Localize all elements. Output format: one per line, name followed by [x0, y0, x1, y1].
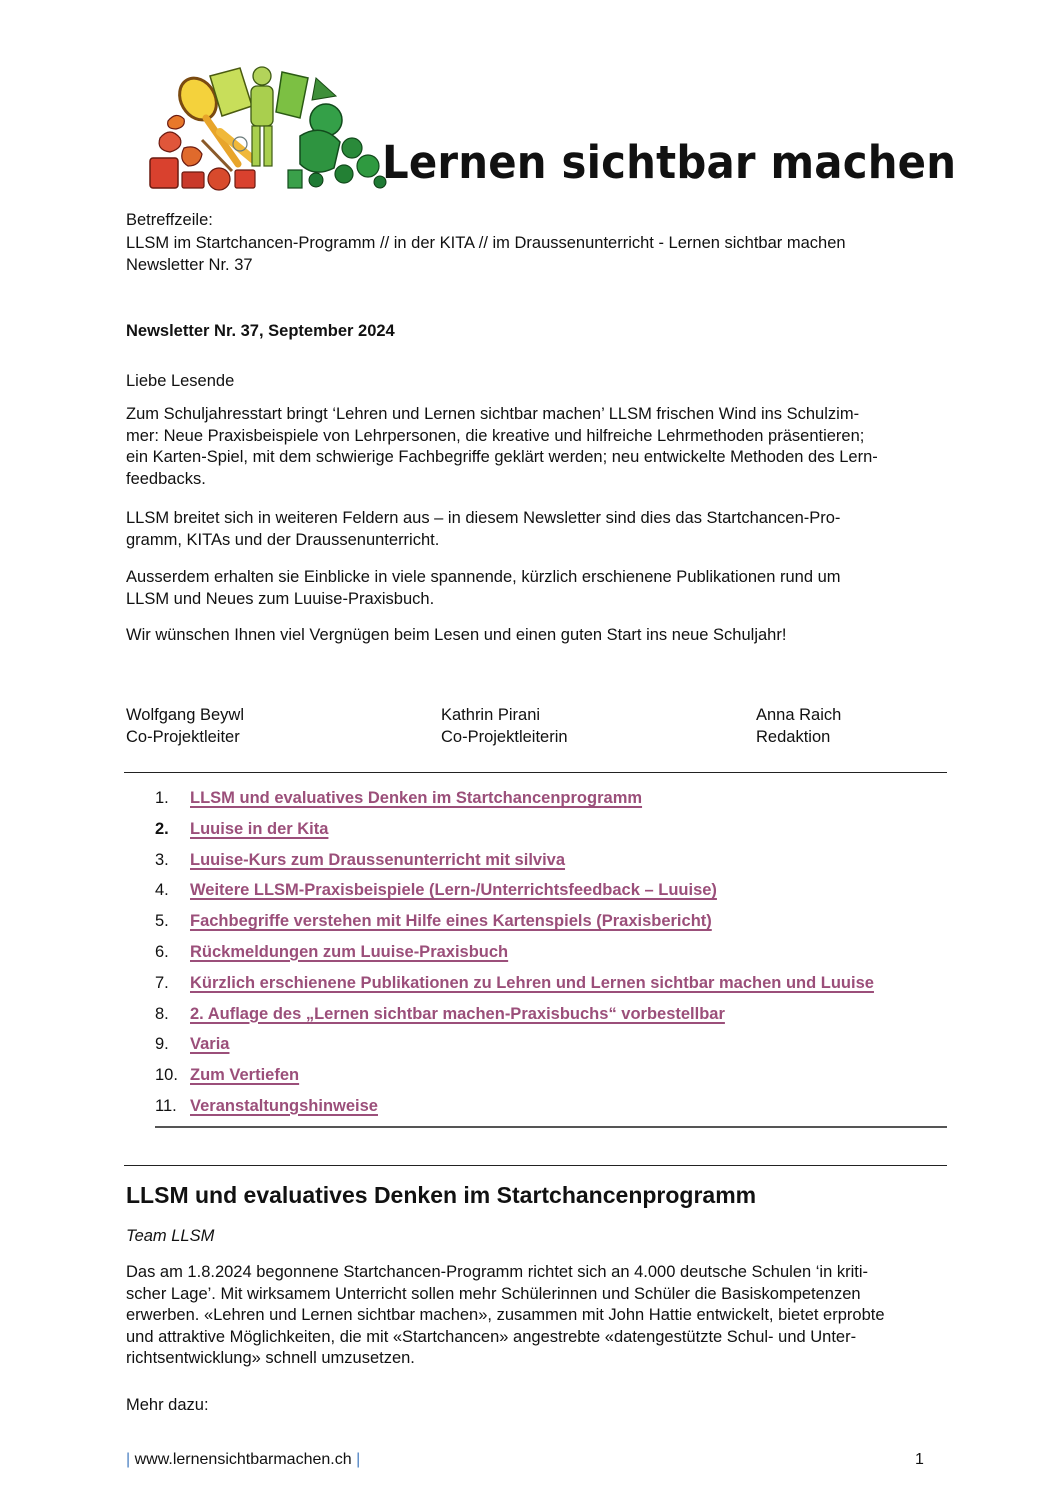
toc-number: 9. [155, 1035, 169, 1054]
divider [124, 772, 947, 773]
text-line: LLSM und Neues zum Luuise-Praxisbuch. [126, 589, 435, 608]
toc-number: 8. [155, 1004, 169, 1023]
toc-number: 1. [155, 789, 169, 807]
page-number: 1 [915, 1451, 924, 1468]
footer [126, 1449, 360, 1471]
subject-label: Betreffzeile: [126, 211, 213, 229]
text-line: ein Karten-Spiel, mit dem schwierige Fachbegriffe geklärt werden; neu entwickelte Methoden des Lern- [126, 448, 878, 466]
toc-link[interactable]: Luuise-Kurs zum Draussenunterricht mit silviva [190, 850, 566, 869]
toc-item [155, 1003, 874, 1034]
toc-link[interactable]: Weitere LLSM-Praxisbeispiele (Lern-/Unterrichtsfeedback – Luuise) [190, 881, 717, 900]
toc-item [155, 941, 874, 972]
text-line: LLSM breitet sich in weiteren Feldern aus – in diesem Newsletter sind dies das Startchancen-Pro- [126, 509, 841, 527]
signature-1 [126, 704, 244, 748]
text-line: richtsentwicklung» schnell umzusetzen. [126, 1349, 415, 1367]
toc-item [155, 818, 874, 849]
section-body [126, 1262, 906, 1370]
toc-link[interactable]: Rückmeldungen zum Luuise-Praxisbuch [190, 942, 509, 961]
toc-link[interactable]: 2. Auflage des „Lernen sichtbar machen-Praxisbuchs“ vorbestellbar [190, 1004, 725, 1023]
toc-link[interactable]: Fachbegriffe verstehen mit Hilfe eines Kartenspiels (Praxisbericht) [190, 912, 712, 931]
section-divider [124, 1165, 947, 1166]
signature-3 [756, 704, 841, 748]
toc-item [155, 1064, 874, 1095]
toc-item [155, 910, 874, 941]
signature-role: Co-Projektleiterin [441, 728, 568, 746]
text-line: scher Lage’. Mit wirksamem Unterricht sollen mehr Schülerinnen und Schüler die Basiskompetenzen [126, 1284, 861, 1303]
toc-item [155, 849, 874, 880]
toc-link[interactable]: Veranstaltungshinweise [190, 1096, 378, 1115]
toc-number: 2. [155, 819, 169, 838]
greeting: Liebe Lesende [126, 372, 235, 390]
text-line: erwerben. «Lehren und Lernen sichtbar machen», zusammen mit John Hattie entwickelt, bietet erprobte [126, 1306, 885, 1324]
signature-2 [441, 704, 568, 748]
signature-name: Kathrin Pirani [441, 706, 541, 724]
signature-role: Redaktion [756, 728, 831, 746]
toc-item [155, 1095, 874, 1126]
toc-number: 10. [155, 1066, 178, 1085]
divider [155, 1126, 947, 1128]
toc-item [155, 972, 874, 1003]
toc-number: 5. [155, 912, 169, 931]
footer-url[interactable]: www.lernensichtbarmachen.ch [134, 1451, 352, 1468]
intro-paragraph-4 [126, 625, 906, 647]
text-line: und attraktive Möglichkeiten, die mit «Startchancen» angestrebte «datengestützte Schul- und Unter- [126, 1327, 857, 1346]
text-line: feedbacks. [126, 469, 206, 488]
section-heading: LLSM und evaluatives Denken im Startchancenprogramm [126, 1182, 757, 1208]
logo-wordmark: Lernen sichtbar machen [382, 136, 957, 189]
toc-link[interactable]: Varia [190, 1035, 230, 1054]
subject-line: LLSM im Startchancen-Programm // in der KITA // im Draussenunterricht - Lernen sichtbar machen [126, 234, 846, 252]
text-line: Zum Schuljahresstart bringt ‘Lehren und Lernen sichtbar machen’ LLSM frischen Wind ins Schulzim- [126, 405, 860, 423]
toc-number: 6. [155, 942, 169, 961]
subject-line-2: Newsletter Nr. 37 [126, 256, 253, 274]
table-of-contents [155, 787, 874, 1126]
signature-name: Wolfgang Beywl [126, 706, 245, 724]
footer-separator: | [356, 1451, 361, 1468]
more-label: Mehr dazu: [126, 1396, 209, 1414]
text-line: Ausserdem erhalten sie Einblicke in viele spannende, kürzlich erschienene Publikationen rund um [126, 568, 841, 586]
toc-link[interactable]: Zum Vertiefen [190, 1066, 300, 1085]
learning-illustration-icon [140, 66, 390, 194]
text-line: mer: Neue Praxisbeispiele von Lehrpersonen, die kreative und hilfreiche Lehrmethoden präsentieren; [126, 426, 865, 445]
text-line: gramm, KITAs und der Draussenunterricht. [126, 530, 440, 549]
toc-number: 7. [155, 973, 169, 992]
footer-separator: | [126, 1451, 131, 1468]
toc-number: 3. [155, 850, 169, 869]
intro-paragraph-3 [126, 567, 906, 610]
logo [140, 66, 957, 196]
signature-name: Anna Raich [756, 706, 842, 724]
toc-item [155, 879, 874, 910]
toc-number: 4. [155, 881, 169, 900]
toc-item [155, 1033, 874, 1064]
signature-role: Co-Projektleiter [126, 728, 240, 746]
toc-link[interactable]: LLSM und evaluatives Denken im Startchancenprogramm [190, 789, 643, 807]
intro-paragraph-1 [126, 404, 906, 490]
intro-paragraph-2 [126, 508, 906, 551]
toc-link[interactable]: Luuise in der Kita [190, 819, 329, 838]
text-line: Das am 1.8.2024 begonnene Startchancen-Programm richtet sich an 4.000 deutsche Schulen ‘in kriti- [126, 1263, 869, 1281]
text-line: Wir wünschen Ihnen viel Vergnügen beim Lesen und einen guten Start ins neue Schuljahr! [126, 626, 787, 644]
toc-number: 11. [155, 1096, 177, 1115]
toc-link[interactable]: Kürzlich erschienene Publikationen zu Lehren und Lernen sichtbar machen und Luuise [190, 973, 874, 992]
newsletter-title: Newsletter Nr. 37, September 2024 [126, 322, 395, 340]
toc-item [155, 787, 874, 818]
section-author: Team LLSM [126, 1227, 215, 1245]
